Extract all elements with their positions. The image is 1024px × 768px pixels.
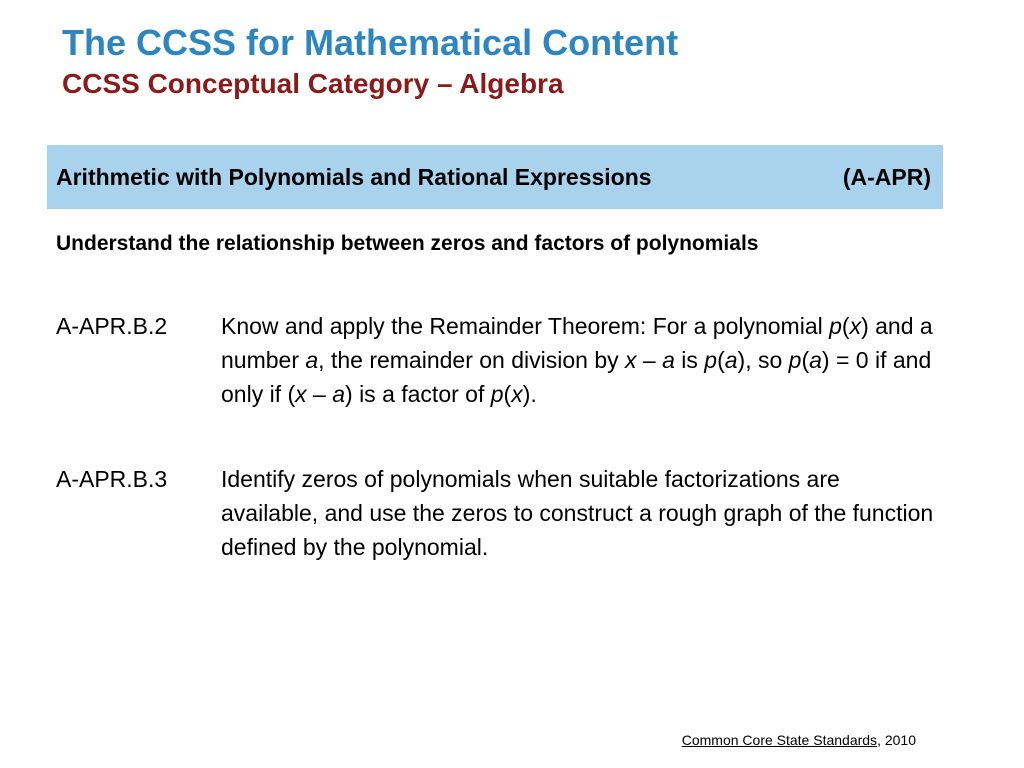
text-segment: (: [717, 347, 725, 373]
math-variable-x: x: [511, 381, 523, 407]
math-variable-a: a: [305, 347, 319, 373]
text-segment: ) is a factor of: [345, 381, 491, 407]
text-segment: (: [841, 313, 850, 339]
slide-subtitle: CCSS Conceptual Category – Algebra: [62, 68, 564, 99]
slide-title: The CCSS for Mathematical Content: [62, 22, 679, 63]
text-segment: , the remainder on division by: [318, 347, 625, 373]
math-variable-a: a: [809, 347, 822, 373]
domain-code: (A-APR): [842, 164, 931, 190]
domain-banner: [47, 145, 943, 209]
text-segment: ) = 0 if and only if (: [221, 347, 932, 407]
math-variable-x: x: [849, 313, 862, 339]
domain-title: Arithmetic with Polynomials and Rational Expressions: [56, 164, 652, 190]
math-variable-p: p: [788, 347, 802, 373]
source-link[interactable]: Common Core State Standards: [681, 732, 878, 748]
footer-citation: [682, 731, 916, 749]
math-variable-a: a: [662, 347, 675, 373]
standard-text: [221, 309, 936, 411]
math-variable-p: p: [704, 347, 718, 373]
text-segment: (: [503, 381, 512, 407]
text-segment: Know and apply the Remainder Theorem: For a polynomial: [221, 313, 830, 339]
math-variable-p: p: [490, 381, 504, 407]
text-segment: –: [306, 381, 333, 407]
math-variable-a: a: [724, 347, 738, 373]
standard-code: A-APR.B.3: [56, 466, 168, 492]
text-segment: (: [801, 347, 810, 373]
cluster-heading: Understand the relationship between zeros and factors of polynomials: [56, 232, 759, 255]
text-segment: ) and a number: [221, 313, 933, 373]
math-variable-x: x: [295, 381, 307, 407]
math-variable-p: p: [829, 313, 842, 339]
text-segment: ).: [522, 381, 537, 407]
text-segment: ), so: [737, 347, 789, 373]
standard-code: A-APR.B.2: [56, 313, 168, 339]
standard-text: Identify zeros of polynomials when suitable factorizations are available, and use the zeros to construct a rough graph of the function defined by the polynomial.: [221, 466, 934, 560]
citation-year: , 2010: [877, 732, 916, 748]
math-variable-a: a: [332, 381, 346, 407]
math-variable-x: x: [625, 347, 637, 373]
text-segment: –: [636, 347, 663, 373]
text-segment: is: [674, 347, 705, 373]
